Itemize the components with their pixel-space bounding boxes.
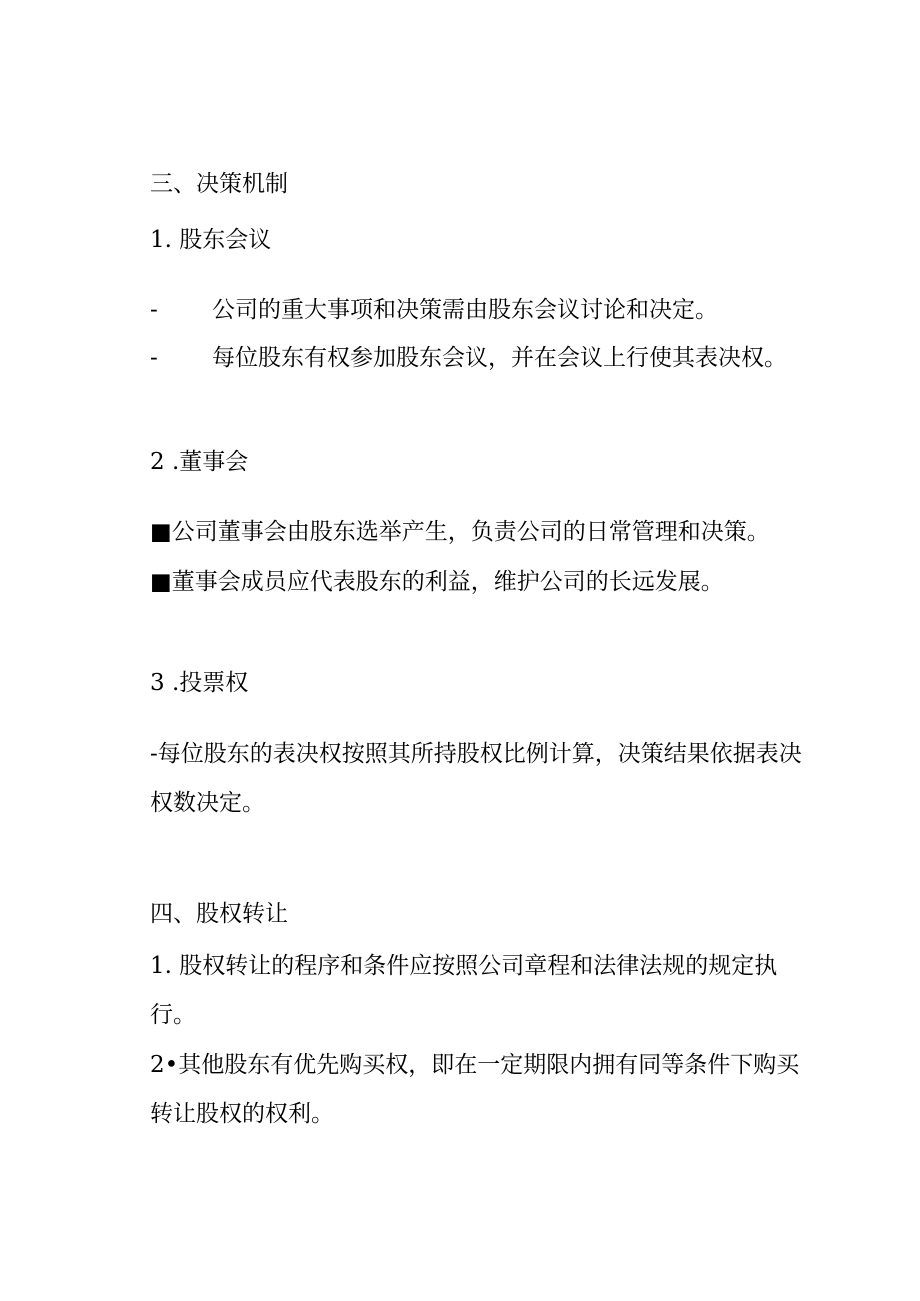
subsection-title: 3 .投票权 [150,670,249,696]
list-item: 公司的重大事项和决策需由股东会议讨论和决定。 [212,297,718,323]
paragraph-line: 行。 [150,1002,196,1028]
list-item: ■董事会成员应代表股东的利益，维护公司的长远发展。 [150,569,724,595]
section-heading: 三、决策机制 [150,171,288,197]
paragraph-line: 2•其他股东有优先购买权，即在一定期限内拥有同等条件下购买 [150,1052,800,1078]
dash-marker: - [150,297,158,323]
paragraph-line: 1. 股权转让的程序和条件应按照公司章程和法律法规的规定执 [150,953,778,979]
list-item: ■公司董事会由股东选举产生，负责公司的日常管理和决策。 [150,519,770,545]
paragraph-line: 权数决定。 [150,790,265,816]
paragraph-line: 转让股权的权利。 [150,1101,334,1127]
list-item: 每位股东有权参加股东会议，并在会议上行使其表决权。 [212,345,787,371]
subsection-title: 1. 股东会议 [150,227,272,253]
subsection-title: 2 .董事会 [150,449,249,475]
paragraph-line: -每位股东的表决权按照其所持股权比例计算，决策结果依据表决 [150,741,802,767]
section-heading: 四、股权转让 [150,901,288,927]
dash-marker: - [150,345,158,371]
